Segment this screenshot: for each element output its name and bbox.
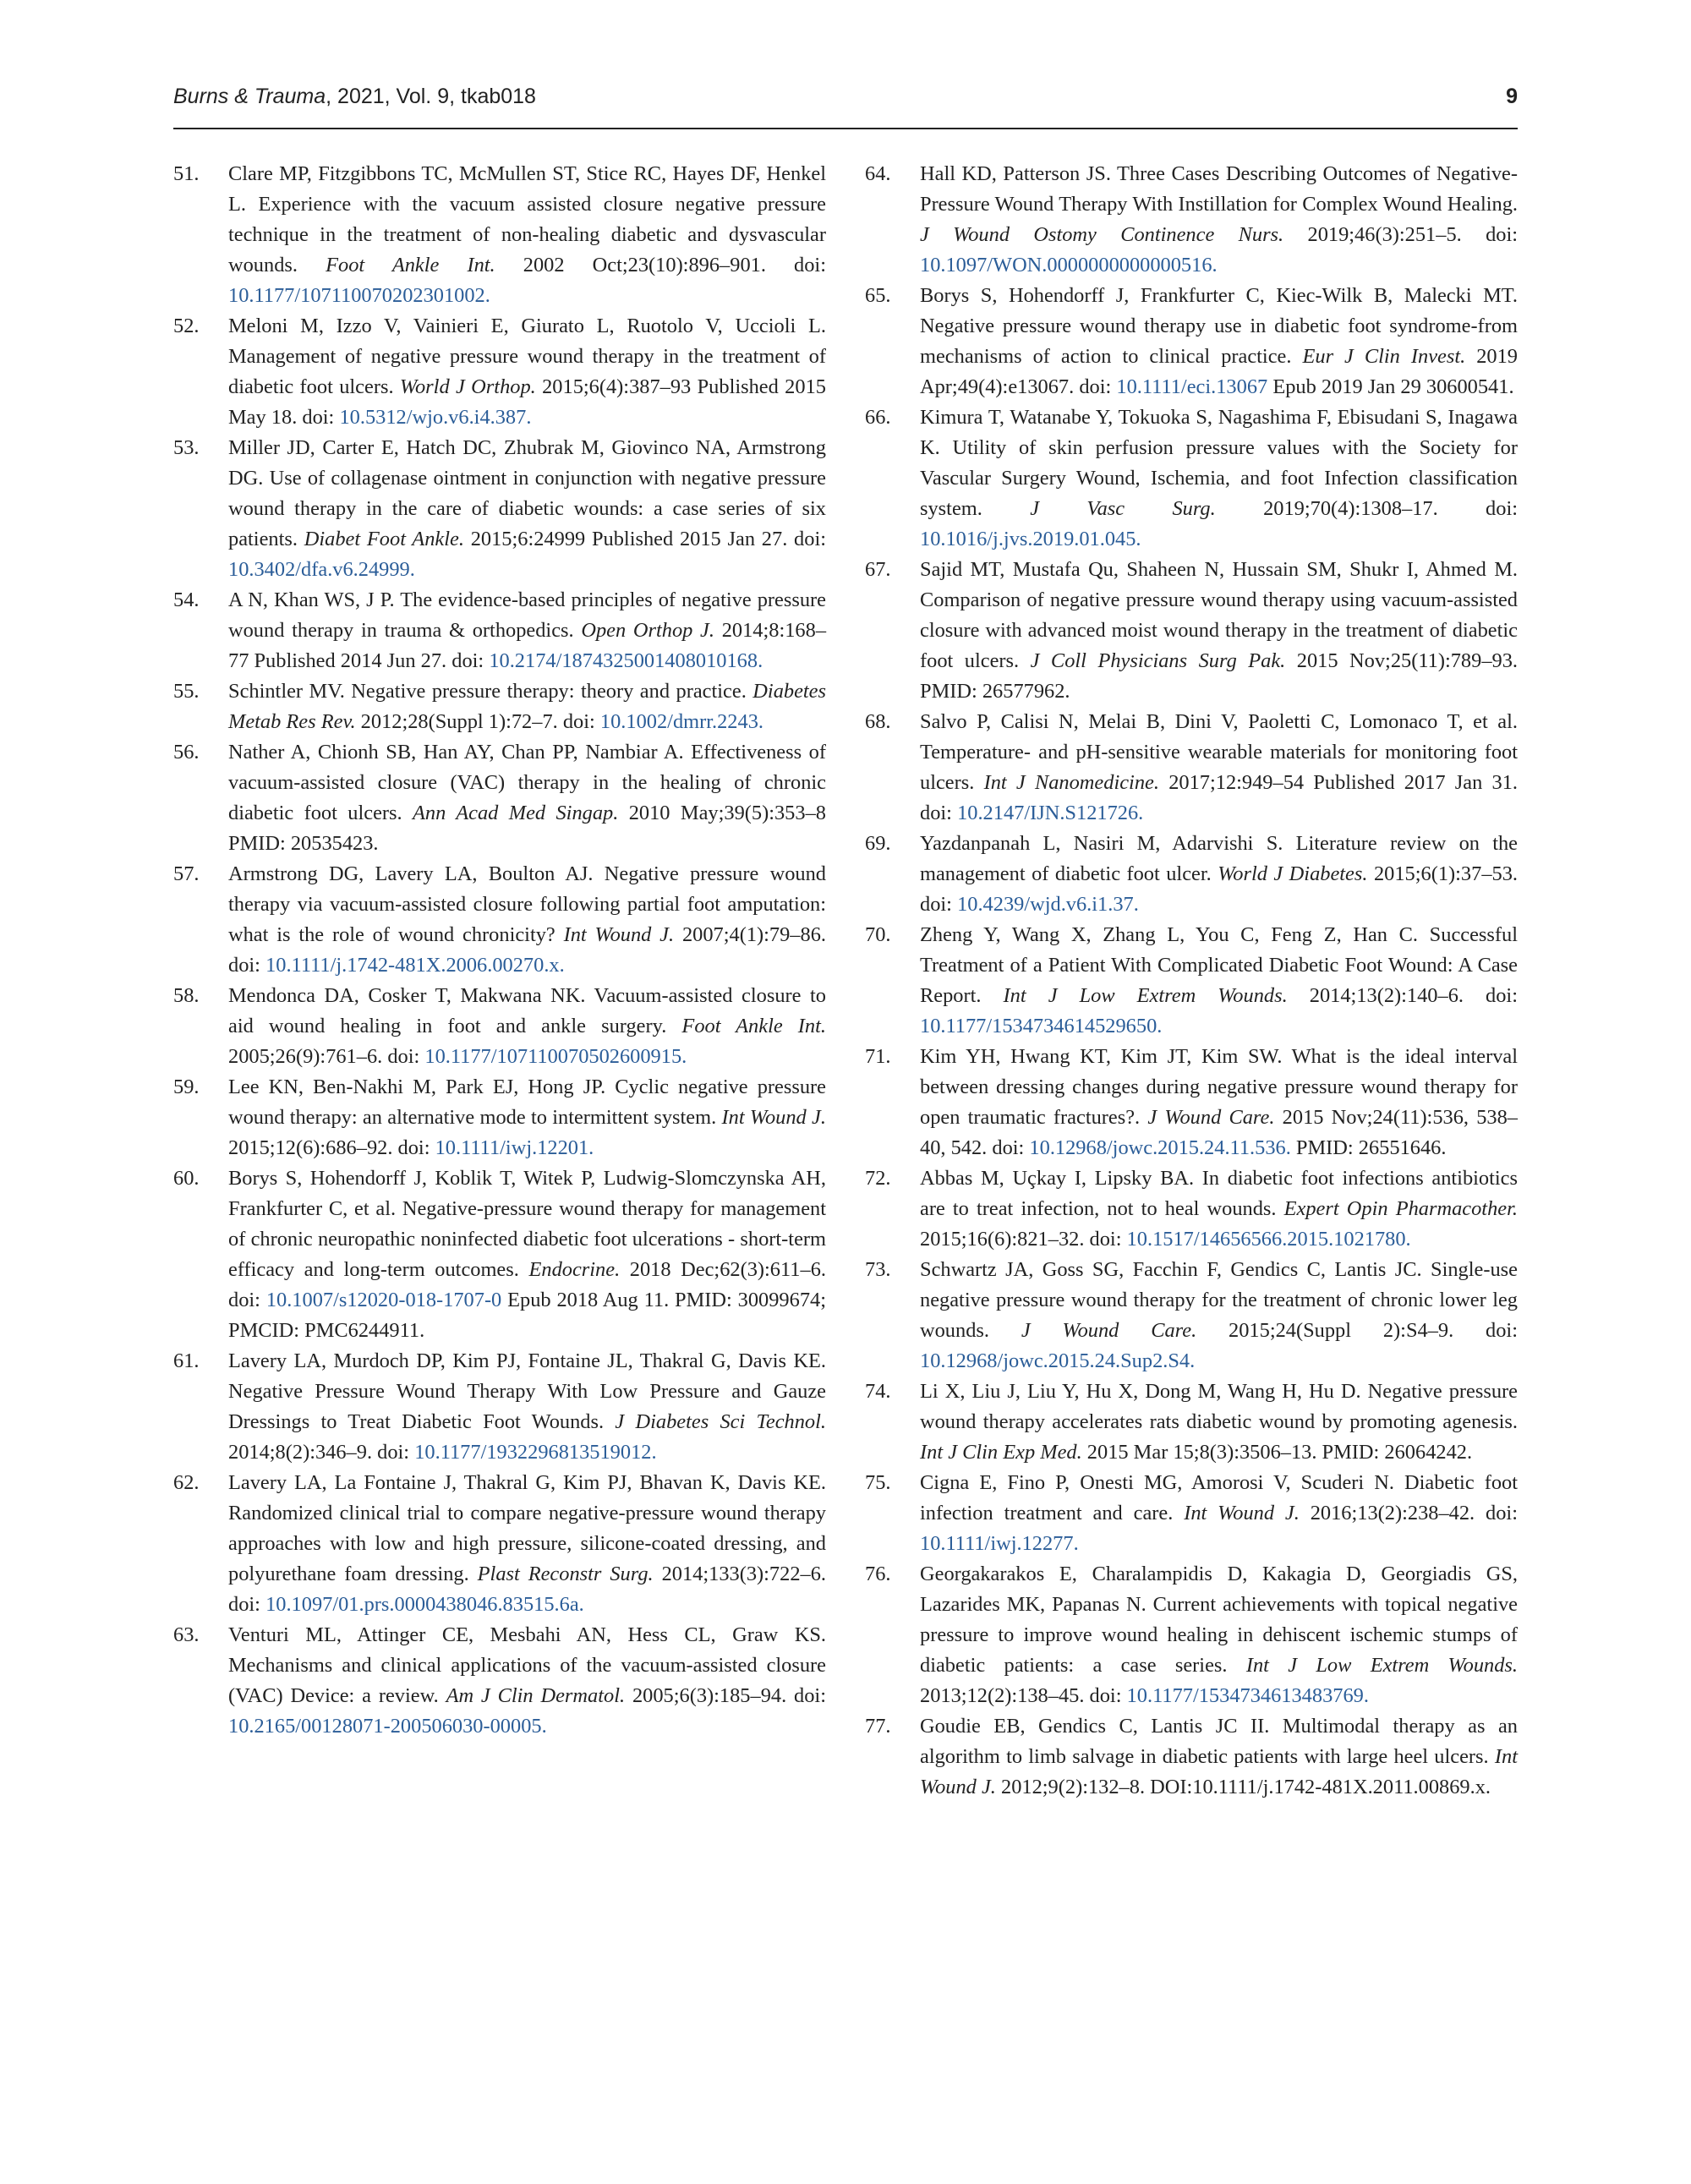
reference-journal: Int J Low Extrem Wounds.: [1003, 984, 1288, 1007]
reference-citation: 2015 Nov;24(11):536, 538–40, 542. doi:: [920, 1106, 1519, 1159]
reference-text: Salvo P, Calisi N, Melai B, Dini V, Paoletti C, Lomonaco T, et al. Temperature- and pH-sensitive wearable materials for monitoring foot ulcers.: [920, 710, 1518, 794]
reference-text: Schwartz JA, Goss SG, Facchin F, Gendics C, Lantis JC. Single-use negative pressure wound therapy for the treatment of chronic lower leg wounds.: [920, 1258, 1518, 1342]
reference-doi[interactable]: 10.1111/iwj.12201.: [435, 1136, 594, 1159]
reference-item: [173, 1072, 826, 1163]
reference-number: 74.: [865, 1380, 891, 1403]
reference-item: [173, 859, 826, 981]
reference-doi[interactable]: 10.1007/s12020-018-1707-0: [265, 1289, 502, 1311]
reference-citation: 2019;70(4):1308–17. doi:: [1263, 497, 1518, 520]
reference-citation: 2012;28(Suppl 1):72–7. doi:: [360, 710, 595, 733]
reference-doi[interactable]: 10.12968/jowc.2015.24.Sup2.S4.: [920, 1349, 1196, 1372]
reference-tail: Epub 2019 Jan 29 30600541.: [1272, 375, 1514, 398]
reference-citation: 2014;13(2):140–6. doi:: [1309, 984, 1518, 1007]
reference-number: 56.: [173, 741, 200, 764]
reference-number: 60.: [173, 1167, 200, 1190]
reference-citation: 2014;133(3):722–6. doi:: [228, 1563, 826, 1616]
reference-number: 69.: [865, 832, 891, 855]
reference-doi[interactable]: 10.5312/wjo.v6.i4.387.: [339, 406, 532, 429]
reference-item: [173, 737, 826, 859]
reference-citation: 2005;26(9):761–6. doi:: [228, 1045, 420, 1068]
reference-column-left: [173, 159, 826, 1742]
reference-doi[interactable]: 10.1177/107110070202301002.: [228, 284, 490, 307]
reference-doi[interactable]: 10.1177/1534734613483769.: [1126, 1684, 1369, 1707]
reference-doi[interactable]: 10.1111/j.1742-481X.2006.00270.x.: [265, 954, 565, 977]
reference-item: [173, 159, 826, 311]
reference-text: Goudie EB, Gendics C, Lantis JC II. Multimodal therapy as an algorithm to limb salvage in diabetic patients with large heel ulcers.: [920, 1715, 1518, 1768]
reference-citation: 2015;6(4):387–93 Published 2015 May 18. doi:: [228, 375, 826, 429]
reference-item: [173, 1620, 826, 1742]
reference-doi[interactable]: 10.1111/eci.13067: [1116, 375, 1268, 398]
reference-item: [173, 1163, 826, 1346]
reference-text: Hall KD, Patterson JS. Three Cases Describing Outcomes of Negative-Pressure Wound Therapy With Instillation for Complex Wound Healing.: [920, 162, 1518, 216]
reference-item: [865, 1559, 1518, 1711]
reference-text: Nather A, Chionh SB, Han AY, Chan PP, Nambiar A. Effectiveness of vacuum-assisted closure (VAC) therapy in the healing of chronic diabetic foot ulcers.: [228, 741, 826, 824]
reference-item: [865, 281, 1518, 402]
reference-doi[interactable]: 10.12968/jowc.2015.24.11.536.: [1029, 1136, 1291, 1159]
page-number: 9: [1506, 85, 1518, 108]
reference-journal: Int Wound J.: [563, 923, 675, 946]
reference-doi[interactable]: 10.1177/107110070502600915.: [424, 1045, 687, 1068]
reference-item: [865, 1711, 1518, 1803]
reference-doi[interactable]: 10.1177/1534734614529650.: [920, 1015, 1163, 1037]
reference-citation: 2015;24(Suppl 2):S4–9. doi:: [1229, 1319, 1518, 1342]
reference-number: 51.: [173, 162, 200, 185]
reference-text: Lee KN, Ben-Nakhi M, Park EJ, Hong JP. Cyclic negative pressure wound therapy: an alternative mode to intermittent system.: [228, 1076, 826, 1129]
reference-journal: J Diabetes Sci Technol.: [615, 1410, 826, 1433]
reference-citation: 2002 Oct;23(10):896–901. doi:: [523, 254, 826, 276]
reference-citation: 2015;16(6):821–32. doi:: [920, 1228, 1122, 1251]
reference-journal: Diabet Foot Ankle.: [304, 528, 464, 550]
reference-number: 68.: [865, 710, 891, 733]
reference-journal: Int J Clin Exp Med.: [920, 1441, 1082, 1464]
reference-journal: World J Orthop.: [399, 375, 536, 398]
reference-journal: J Vasc Surg.: [1030, 497, 1216, 520]
reference-item: [865, 159, 1518, 281]
reference-citation: 2015 Mar 15;8(3):3506–13. PMID: 26064242.: [1086, 1441, 1473, 1464]
reference-text: Yazdanpanah L, Nasiri M, Adarvishi S. Literature review on the management of diabetic foot ulcer.: [920, 832, 1518, 885]
reference-doi[interactable]: 10.1177/1932296813519012.: [414, 1441, 657, 1464]
reference-number: 77.: [865, 1715, 891, 1738]
reference-journal: Int J Nanomedicine.: [983, 771, 1159, 794]
reference-text: Lavery LA, La Fontaine J, Thakral G, Kim PJ, Bhavan K, Davis KE. Randomized clinical trial to compare negative-pressure wound therapy approaches with low and high pressure, silicone-coated dressing, and polyurethane foam dressing.: [228, 1471, 826, 1585]
reference-number: 52.: [173, 315, 200, 337]
reference-number: 72.: [865, 1167, 891, 1190]
reference-journal: Open Orthop J.: [581, 619, 714, 642]
reference-text: Kim YH, Hwang KT, Kim JT, Kim SW. What is the ideal interval between dressing changes during negative pressure wound therapy for open traumatic fractures?.: [920, 1045, 1518, 1129]
reference-citation: 2014;8:168–77 Published 2014 Jun 27. doi:: [228, 619, 827, 672]
reference-doi[interactable]: 10.2174/1874325001408010168.: [489, 649, 763, 672]
reference-number: 58.: [173, 984, 200, 1007]
reference-item: [865, 707, 1518, 829]
reference-doi[interactable]: 10.2147/IJN.S121726.: [957, 802, 1144, 824]
reference-citation: 2015;6:24999 Published 2015 Jan 27. doi:: [470, 528, 826, 550]
reference-journal: Foot Ankle Int.: [326, 254, 495, 276]
reference-citation: 2005;6(3):185–94. doi:: [632, 1684, 826, 1707]
journal-volume: , 2021, Vol. 9, tkab018: [326, 85, 536, 108]
reference-journal: Eur J Clin Invest.: [1302, 345, 1466, 368]
reference-item: [865, 829, 1518, 920]
reference-doi[interactable]: 10.1111/iwj.12277.: [920, 1532, 1079, 1555]
reference-item: [173, 433, 826, 585]
reference-number: 71.: [865, 1045, 891, 1068]
reference-number: 53.: [173, 436, 200, 459]
reference-journal: Foot Ankle Int.: [681, 1015, 826, 1037]
reference-citation: 2016;13(2):238–42. doi:: [1310, 1502, 1518, 1524]
reference-text: Kimura T, Watanabe Y, Tokuoka S, Nagashima F, Ebisudani S, Inagawa K. Utility of skin perfusion pressure values with the Society for Vascular Surgery Wound, Ischemia, and foot Infection classification system.: [920, 406, 1518, 520]
reference-item: [865, 402, 1518, 555]
reference-journal: J Wound Care.: [1147, 1106, 1275, 1129]
reference-number: 76.: [865, 1563, 891, 1585]
reference-item: [173, 676, 826, 737]
journal-name: Burns & Trauma: [173, 85, 326, 108]
reference-journal: World J Diabetes.: [1218, 862, 1368, 885]
reference-journal: Int Wound J.: [721, 1106, 826, 1129]
reference-item: [865, 1163, 1518, 1255]
reference-text: Borys S, Hohendorff J, Koblik T, Witek P, Ludwig-Slomczynska AH, Frankfurter C, et al. Negative-pressure wound therapy for management of chronic neuropathic noninfected diabetic foot ulcerations - short-term efficacy and long-term outcomes.: [228, 1167, 826, 1281]
reference-journal: Am J Clin Dermatol.: [446, 1684, 626, 1707]
reference-journal: Ann Acad Med Singap.: [413, 802, 619, 824]
running-header: [173, 85, 1518, 127]
reference-doi[interactable]: 10.1097/01.prs.0000438046.83515.6a.: [265, 1593, 584, 1616]
reference-tail: Epub 2018 Aug 11. PMID: 30099674; PMCID: PMC6244911.: [228, 1289, 826, 1342]
reference-journal: J Coll Physicians Surg Pak.: [1030, 649, 1286, 672]
reference-item: [173, 311, 826, 433]
reference-number: 57.: [173, 862, 200, 885]
reference-journal: Int Wound J.: [920, 1745, 1518, 1798]
reference-journal: Expert Opin Pharmacother.: [1283, 1197, 1518, 1220]
reference-item: [865, 1042, 1518, 1163]
reference-doi[interactable]: 10.3402/dfa.v6.24999.: [228, 558, 415, 581]
reference-citation: 2018 Dec;62(3):611–6. doi:: [228, 1258, 826, 1311]
reference-citation: 2012;9(2):132–8. DOI:10.1111/j.1742-481X.2011.00869.x.: [1001, 1776, 1491, 1798]
reference-journal: Int Wound J.: [1184, 1502, 1300, 1524]
reference-citation: 2007;4(1):79–86. doi:: [228, 923, 826, 977]
reference-item: [865, 1377, 1518, 1468]
reference-citation: 2010 May;39(5):353–8 PMID: 20535423.: [228, 802, 826, 855]
reference-number: 75.: [865, 1471, 891, 1494]
reference-citation: 2015 Nov;25(11):789–93. PMID: 26577962.: [920, 649, 1518, 703]
reference-number: 73.: [865, 1258, 891, 1281]
reference-item: [865, 555, 1518, 707]
reference-journal: J Wound Ostomy Continence Nurs.: [920, 223, 1284, 246]
reference-item: [865, 1468, 1518, 1559]
reference-citation: 2015;12(6):686–92. doi:: [228, 1136, 430, 1159]
reference-text: Clare MP, Fitzgibbons TC, McMullen ST, Stice RC, Hayes DF, Henkel L. Experience with the vacuum assisted closure negative pressure technique in the treatment of non-healing diabetic and dysvascular wounds.: [228, 162, 826, 276]
header-rule: [173, 128, 1518, 129]
reference-number: 54.: [173, 588, 200, 611]
reference-text: Georgakarakos E, Charalampidis D, Kakagia D, Georgiadis GS, Lazarides MK, Papanas N. Current achievements with topical negative pressure to improve wound healing in dehiscent ischemic stumps of diabetic patients: a case series.: [920, 1563, 1518, 1677]
reference-journal: Diabetes Metab Res Rev.: [228, 680, 826, 733]
reference-journal: Int J Low Extrem Wounds.: [1245, 1654, 1518, 1677]
reference-doi[interactable]: 10.1097/WON.0000000000000516.: [920, 254, 1218, 276]
reference-citation: 2015;6(1):37–53. doi:: [920, 862, 1518, 916]
reference-citation: 2014;8(2):346–9. doi:: [228, 1441, 410, 1464]
reference-citation: 2013;12(2):138–45. doi:: [920, 1684, 1122, 1707]
reference-doi[interactable]: 10.1517/14656566.2015.1021780.: [1126, 1228, 1411, 1251]
reference-doi[interactable]: 10.2165/00128071-200506030-00005.: [228, 1715, 547, 1738]
reference-journal: Plast Reconstr Surg.: [477, 1563, 654, 1585]
reference-text: Abbas M, Uçkay I, Lipsky BA. In diabetic foot infections antibiotics are to treat infection, not to heal wounds.: [920, 1167, 1518, 1220]
reference-number: 64.: [865, 162, 891, 185]
reference-number: 70.: [865, 923, 891, 946]
reference-number: 55.: [173, 680, 200, 703]
reference-number: 67.: [865, 558, 891, 581]
reference-text: Sajid MT, Mustafa Qu, Shaheen N, Hussain SM, Shukr I, Ahmed M. Comparison of negative pressure wound therapy using vacuum-assisted closure with advanced moist wound therapy in the treatment of diabetic foot ulcers.: [920, 558, 1518, 672]
reference-number: 59.: [173, 1076, 200, 1098]
reference-text: Cigna E, Fino P, Onesti MG, Amorosi V, Scuderi N. Diabetic foot infection treatment and care.: [920, 1471, 1518, 1524]
reference-item: [173, 981, 826, 1072]
reference-text: Armstrong DG, Lavery LA, Boulton AJ. Negative pressure wound therapy via vacuum-assisted closure following partial foot amputation: what is the role of wound chronicity?: [228, 862, 826, 946]
reference-doi[interactable]: 10.1016/j.jvs.2019.01.045.: [920, 528, 1141, 550]
reference-number: 65.: [865, 284, 891, 307]
reference-text: Meloni M, Izzo V, Vainieri E, Giurato L, Ruotolo V, Uccioli L. Management of negative pressure wound therapy in the treatment of diabetic foot ulcers.: [228, 315, 826, 398]
reference-item: [865, 1255, 1518, 1377]
reference-doi[interactable]: 10.1002/dmrr.2243.: [599, 710, 763, 733]
reference-column-right: [865, 159, 1518, 1803]
reference-item: [173, 1468, 826, 1620]
reference-number: 66.: [865, 406, 891, 429]
reference-text: Borys S, Hohendorff J, Frankfurter C, Kiec-Wilk B, Malecki MT. Negative pressure wound therapy use in diabetic foot syndrome-from mechanisms of action to clinical practice.: [920, 284, 1518, 368]
reference-tail: PMID: 26551646.: [1295, 1136, 1447, 1159]
reference-text: Mendonca DA, Cosker T, Makwana NK. Vacuum-assisted closure to aid wound healing in foot and ankle surgery.: [228, 984, 826, 1037]
reference-text: A N, Khan WS, J P. The evidence-based principles of negative pressure wound therapy in trauma & orthopedics.: [228, 588, 826, 642]
reference-item: [865, 920, 1518, 1042]
reference-citation: 2019 Apr;49(4):e13067. doi:: [920, 345, 1518, 398]
reference-citation: 2017;12:949–54 Published 2017 Jan 31. doi:: [920, 771, 1518, 824]
reference-journal: J Wound Care.: [1021, 1319, 1197, 1342]
reference-text: Venturi ML, Attinger CE, Mesbahi AN, Hess CL, Graw KS. Mechanisms and clinical applications of the vacuum-assisted closure (VAC) Device: a review.: [228, 1623, 826, 1707]
reference-item: [173, 1346, 826, 1468]
reference-text: Zheng Y, Wang X, Zhang L, You C, Feng Z, Han C. Successful Treatment of a Patient With Complicated Diabetic Foot Wound: A Case Report.: [920, 923, 1518, 1007]
reference-text: Schintler MV. Negative pressure therapy: theory and practice.: [228, 680, 747, 703]
reference-text: Li X, Liu J, Liu Y, Hu X, Dong M, Wang H, Hu D. Negative pressure wound therapy accelerates rats diabetic wound by promoting agenesis.: [920, 1380, 1518, 1433]
reference-item: [173, 585, 826, 676]
reference-number: 61.: [173, 1349, 200, 1372]
journal-citation: [173, 85, 536, 109]
reference-number: 63.: [173, 1623, 200, 1646]
reference-citation: 2019;46(3):251–5. doi:: [1307, 223, 1519, 246]
reference-doi[interactable]: 10.4239/wjd.v6.i1.37.: [957, 893, 1139, 916]
reference-journal: Endocrine.: [528, 1258, 621, 1281]
reference-number: 62.: [173, 1471, 200, 1494]
reference-text: Lavery LA, Murdoch DP, Kim PJ, Fontaine JL, Thakral G, Davis KE. Negative Pressure Wound Therapy With Low Pressure and Gauze Dressings to Treat Diabetic Foot Wounds.: [228, 1349, 826, 1433]
reference-text: Miller JD, Carter E, Hatch DC, Zhubrak M, Giovinco NA, Armstrong DG. Use of collagenase ointment in conjunction with negative pressure wound therapy in the care of diabetic wounds: a case series of six patients.: [228, 436, 826, 550]
